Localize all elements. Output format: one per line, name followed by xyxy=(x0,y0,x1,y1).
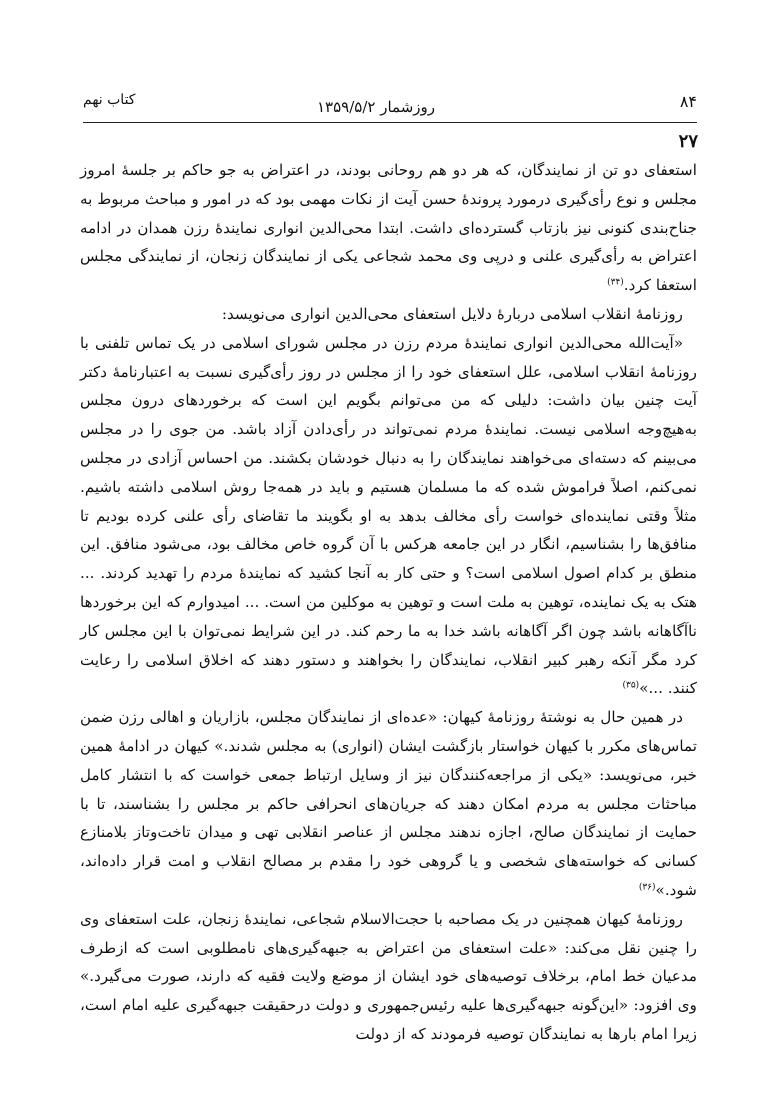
paragraph-1-text: استعفای دو تن از نمایندگان، که هر دو هم روحانی بودند، در اعتراض به جو حاکم بر جلسهٔ امروز مجلس و نوع رأی‌گیری درمورد پروندهٔ حسن آیت از نکات مهمی بود که در امور و مباحث مربوط به جناح‌بندی کنونی نیز بازتاب گسترده‌ای داشت. ابتدا محی‌الدین انواری نمایندهٔ رزن همدان در ادامه اعتراض به رأی‌گیری علنی و درپی وی محمد شجاعی یکی از نمایندگان زنجان، از نمایندگی مجلس استعفا کرد. xyxy=(80,161,697,295)
book-title: کتاب نهم xyxy=(83,92,136,108)
section-number: ۲۷ xyxy=(678,131,698,152)
footnote-ref-35: (۳۵) xyxy=(622,680,640,691)
paragraph-4 xyxy=(80,703,697,905)
running-header xyxy=(83,92,697,122)
running-title-date: روزشمار ۱۳۵۹/۵/۲ xyxy=(316,98,435,116)
paragraph-3-text: «آیت‌الله محی‌الدین انواری نمایندهٔ مردم رزن در مجلس شورای اسلامی در یک تماس تلفنی با روزنامهٔ انقلاب اسلامی، علل استعفای خود را از مجلس در روز رأی‌گیری نسبت به اعتبارنامهٔ دکتر آیت چنین بیان داشت: دلیلی که من می‌توانم بگویم این است که برخوردهای درون مجلس به‌هیچ‌وجه اسلامی نیست. نمایندهٔ مردم نمی‌تواند در رأی‌دادن آزاد باشد. من جوی را در مجلس می‌بینم که دسته‌ای می‌خواهند نمایندگان را به دنبال خودشان بکشند. من احساس آزادی در مجلس نمی‌کنم، اصلاً فراموش شده که ما مسلمان هستیم و باید در همه‌جا روش اسلامی داشته باشیم. مثلاً وقتی نماینده‌ای خواست رأی مخالف بدهد به او بگویند ما تقاضای رأی علنی کرده بودیم تا منافق‌ها را بشناسیم، انگار در این جامعه هرکس با آن گروه خاص مخالف بود، می‌شود منافق. این منطق بر کدام اصول اسلامی است؟ و حتی کار به آنجا کشید که نمایندهٔ مردم را تهدید کردند. ... هتک به یک نماینده، توهین به ملت است و توهین به موکلین من است. ... امیدوارم که این برخوردها ناآگاهانه باشد چون اگر آگاهانه باشد خدا به ما رحم کند. در این شرایط نمی‌توان با این مجلس کار کرد مگر آنکه رهبر کبیر انقلاب، نمایندگان را بخواهند و دستور دهند که اخلاق اسلامی را رعایت کنند. ...» xyxy=(80,333,697,698)
paragraph-2 xyxy=(80,300,697,329)
paragraph-4-text: در همین حال به نوشتهٔ روزنامهٔ کیهان: «عده‌ای از نمایندگان مجلس، بازاریان و اهالی رزن ضمن تماس‌های مکرر با کیهان خواستار بازگشت ایشان (انواری) به مجلس شدند.» کیهان در ادامهٔ همین خبر، می‌نویسد: «یکی از مراجعه‌کنندگان نیز از وسایل ارتباط جمعی خواست که با انتشار کامل مباحثات مجلس به مردم امکان دهند که جریان‌های انحرافی حاکم بر مجلس را بشناسند، تا با حمایت از نمایندگان صالح، اجازه ندهند مجلس از عناصر انقلابی تهی و میدان تاخت‌وتاز بلامنازع کسانی که خواسته‌های شخصی و یا گروهی خود را مقدم بر مصالح انقلاب و امت قرار داده‌اند، شود.» xyxy=(80,708,697,899)
body-text xyxy=(80,156,697,1049)
header-divider xyxy=(83,122,697,123)
footnote-ref-36: (۳۶) xyxy=(638,882,656,893)
paragraph-5 xyxy=(80,905,697,1049)
paragraph-2-text: روزنامهٔ انقلاب اسلامی دربارهٔ دلایل استعفای محی‌الدین انواری می‌نویسد: xyxy=(221,304,683,323)
paragraph-3-quote xyxy=(80,329,697,703)
paragraph-5-text: روزنامهٔ کیهان همچنین در یک مصاحبه با حجت‌الاسلام شجاعی، نمایندهٔ زنجان، علت استعفای وی را چنین نقل می‌کند: «علت استعفای من اعتراض به جبهه‌گیری‌های نامطلوبی است که ازطرف مدعیان خط امام، برخلاف توصیه‌های خود ایشان از موضع ولایت فقیه که دارند، صورت می‌گیرد.» وی افزود: «این‌گونه جبهه‌گیری‌ها علیه رئیس‌جمهوری و دولت درحقیقت جبهه‌گیری علیه امام است، زیرا امام بارها به نمایندگان توصیه فرمودند که از دولت xyxy=(80,909,697,1043)
page-number: ۸۴ xyxy=(679,92,697,111)
paragraph-1 xyxy=(80,156,697,300)
footnote-ref-34: (۳۴) xyxy=(607,277,624,288)
